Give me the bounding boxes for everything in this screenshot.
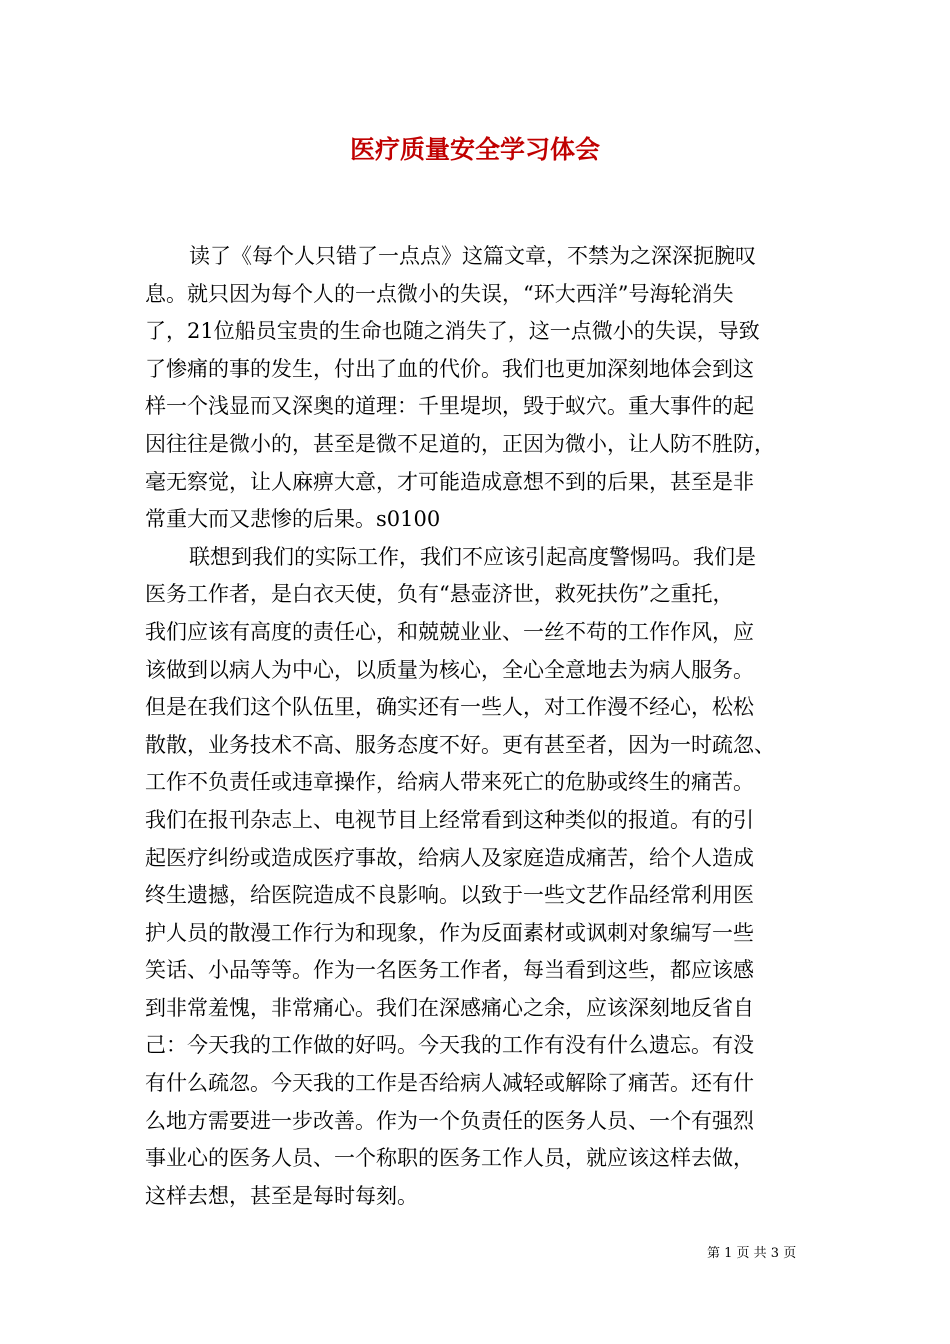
paragraph-line: 己：今天我的工作做的好吗。今天我的工作有没有什么遗忘。有没 [145,1033,754,1058]
paragraph-1 [145,238,815,539]
paragraph-line: 联想到我们的实际工作，我们不应该引起高度警惕吗。我们是 [189,544,756,569]
paragraph-line: 常重大而又悲惨的后果。s0100 [145,507,441,532]
paragraph-line: 我们在报刊杂志上、电视节目上经常看到这种类似的报道。有的引 [145,807,754,832]
paragraph-line: 该做到以病人为中心，以质量为核心，全心全意地去为病人服务。 [145,657,754,682]
paragraph-line: 了，21位船员宝贵的生命也随之消失了，这一点微小的失误，导致 [145,319,760,344]
paragraph-line: 读了《每个人只错了一点点》这篇文章，不禁为之深深扼腕叹 [189,244,756,268]
paragraph-line: 终生遗撼，给医院造成不良影响。以致于一些文艺作品经常利用医 [145,883,754,908]
paragraph-line: 了惨痛的事的发生，付出了血的代价。我们也更加深刻地体会到这 [145,356,754,381]
paragraph-line: 息。就只因为每个人的一点微小的失误，“环大西洋”号海轮消失 [145,281,734,306]
paragraph-line: 医务工作者，是白衣天使，负有“悬壶济世，救死扶伤”之重托， [145,582,734,607]
paragraph-line: 我们应该有高度的责任心，和兢兢业业、一丝不苟的工作作风，应 [145,619,754,644]
paragraph-line: 工作不负责任或违章操作，给病人带来死亡的危胁或终生的痛苦。 [145,770,754,795]
paragraph-line: 事业心的医务人员、一个称职的医务工作人员，就应该这样去做， [145,1146,754,1171]
paragraph-line: 护人员的散漫工作行为和现象，作为反面素材或讽刺对象编写一些 [145,920,754,945]
paragraph-line: 但是在我们这个队伍里，确实还有一些人，对工作漫不经心，松松 [145,695,754,720]
document-body [145,238,815,1215]
paragraph-line: 到非常羞愧，非常痛心。我们在深感痛心之余，应该深刻地反省自 [145,995,754,1020]
paragraph-line: 样一个浅显而又深奥的道理：千里堤坝，毁于蚁穴。重大事件的起 [145,394,754,419]
page-title: 医疗质量安全学习体会 [349,135,600,164]
paragraph-2 [145,539,815,1216]
paragraph-line: 么地方需要进一步改善。作为一个负责任的医务人员、一个有强烈 [145,1108,754,1133]
paragraph-line: 散散，业务技术不高、服务态度不好。更有甚至者，因为一时疏忽、 [145,732,775,757]
paragraph-line: 笑话、小品等等。作为一名医务工作者，每当看到这些，都应该感 [145,958,754,983]
paragraph-line: 因往往是微小的，甚至是微不足道的，正因为微小，让人防不胜防， [145,431,775,456]
paragraph-line: 有什么疏忽。今天我的工作是否给病人减轻或解除了痛苦。还有什 [145,1071,754,1096]
paragraph-line: 毫无察觉，让人麻痹大意，才可能造成意想不到的后果，甚至是非 [145,469,754,494]
paragraph-line: 起医疗纠纷或造成医疗事故，给病人及家庭造成痛苦，给个人造成 [145,845,754,870]
page-number-footer: 第 1 页 共 3 页 [707,1246,797,1261]
paragraph-line: 这样去想，甚至是每时每刻。 [145,1183,418,1208]
